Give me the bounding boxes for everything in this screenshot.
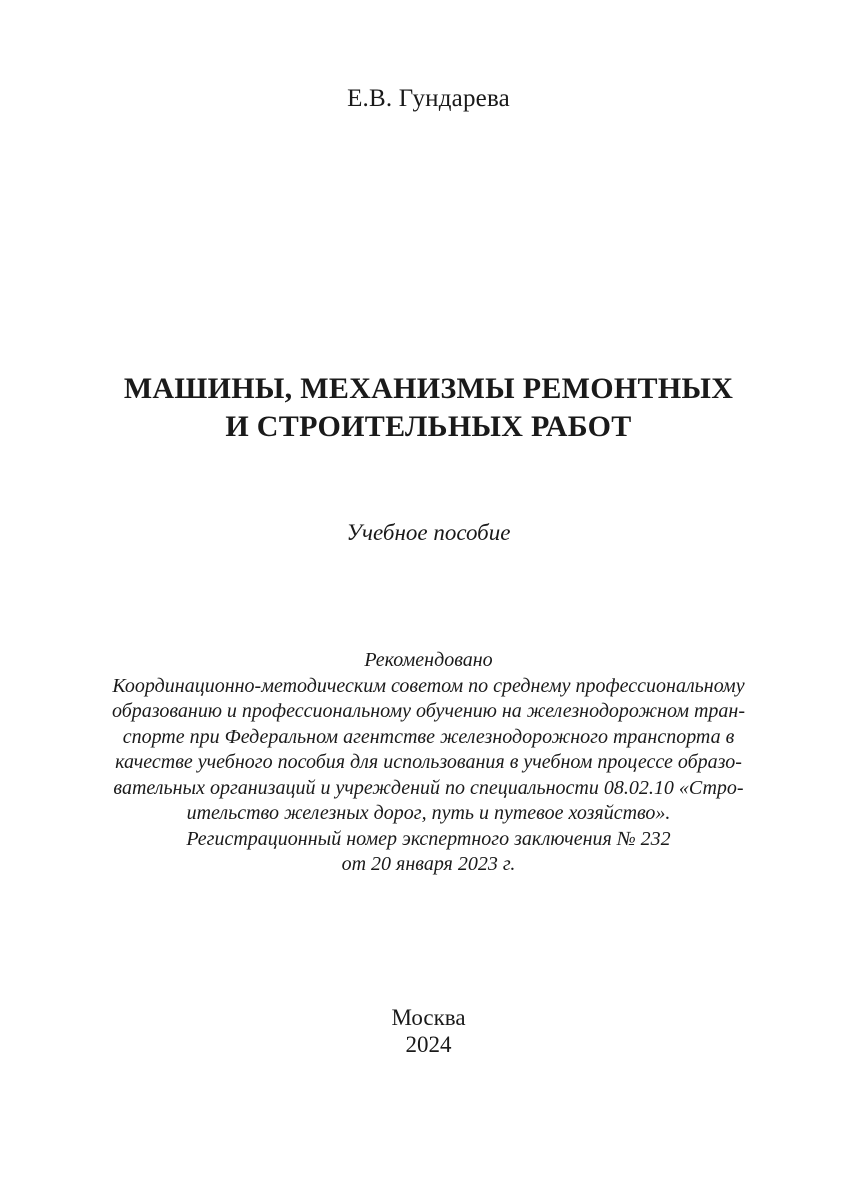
book-title-line-1: МАШИНЫ, МЕХАНИЗМЫ РЕМОНТНЫХ (123, 372, 734, 405)
approval-statement (0, 648, 857, 878)
approval-line-5: качестве учебного пособия для использования в учебном процессе образо- (115, 751, 742, 773)
approval-line-3: образованию и профессиональному обучению на железнодорожном тран- (112, 700, 745, 722)
approval-line-4: спорте при Федеральном агентстве железнодорожного транспорта в (122, 725, 735, 748)
book-title (0, 370, 857, 446)
book-title-line-2: И СТРОИТЕЛЬНЫХ РАБОТ (225, 410, 632, 443)
approval-line-8: Регистрационный номер экспертного заключения № 232 (186, 827, 671, 850)
approval-line-1: Рекомендовано (364, 649, 493, 671)
approval-line-6: вательных организаций и учреждений по специальности 08.02.10 «Стро- (113, 776, 744, 799)
author-name: Е.В. Гундарева (347, 85, 510, 112)
publication-year: 2024 (405, 1032, 452, 1057)
approval-line-7: ительство железных дорог, путь и путевое хозяйство». (186, 802, 671, 824)
book-subtitle: Учебное пособие (346, 520, 511, 545)
approval-line-2: Координационно-методическим советом по среднему профессиональному (112, 674, 745, 697)
publication-city: Москва (391, 1005, 466, 1030)
approval-line-9: от 20 января 2023 г. (341, 853, 516, 875)
